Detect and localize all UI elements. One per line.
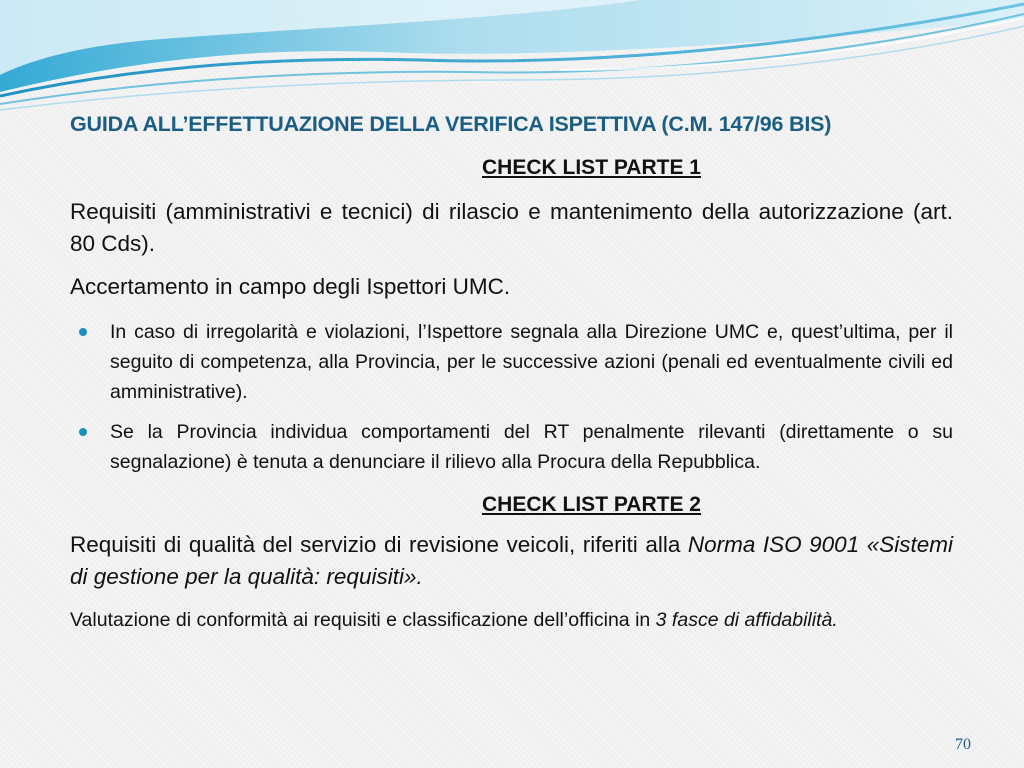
decorative-wave-banner bbox=[0, 0, 1024, 120]
iso-norm-text: Norma ISO 9001 «Sistemi di gestione per la qualità: requisiti». bbox=[70, 532, 953, 589]
reliability-bands-text: 3 fasce di affidabilità. bbox=[655, 609, 838, 631]
list-item bbox=[70, 417, 953, 477]
evaluation-paragraph bbox=[70, 605, 953, 635]
bullet-list bbox=[70, 317, 953, 477]
bullet-dot-icon bbox=[79, 428, 87, 436]
section-heading-part-1: CHECK LIST PARTE 1 bbox=[482, 156, 701, 179]
bullet-text: In caso di irregolarità e violazioni, l’Ispettore segnala alla Direzione UMC e, quest’ultima, per il seguito di competenza, alla Provincia, per le successive azioni (penali ed eventualmente civili ed amministrative). bbox=[110, 321, 953, 403]
evaluation-text: Valutazione di conformità ai requisiti e classificazione dell’officina in bbox=[70, 609, 656, 631]
bullet-dot-icon bbox=[79, 328, 87, 336]
page-number: 70 bbox=[955, 736, 971, 753]
quality-requirements-paragraph bbox=[70, 529, 953, 593]
quality-text: Requisiti di qualità del servizio di revisione veicoli, riferiti alla bbox=[70, 532, 688, 557]
section-heading-part-2: CHECK LIST PARTE 2 bbox=[482, 493, 701, 516]
requirements-paragraph: Requisiti (amministrativi e tecnici) di rilascio e mantenimento della autorizzazione (art. 80 Cds). bbox=[70, 199, 953, 256]
slide-title: GUIDA ALL’EFFETTUAZIONE DELLA VERIFICA ISPETTIVA (C.M. 147/96 BIS) bbox=[70, 112, 832, 136]
slide-content bbox=[70, 110, 953, 635]
field-inspection-paragraph: Accertamento in campo degli Ispettori UMC. bbox=[70, 274, 511, 299]
bullet-text: Se la Provincia individua comportamenti del RT penalmente rilevanti (direttamente o su segnalazione) è tenuta a denunciare il rilievo alla Procura della Repubblica. bbox=[110, 421, 953, 473]
list-item bbox=[70, 317, 953, 407]
